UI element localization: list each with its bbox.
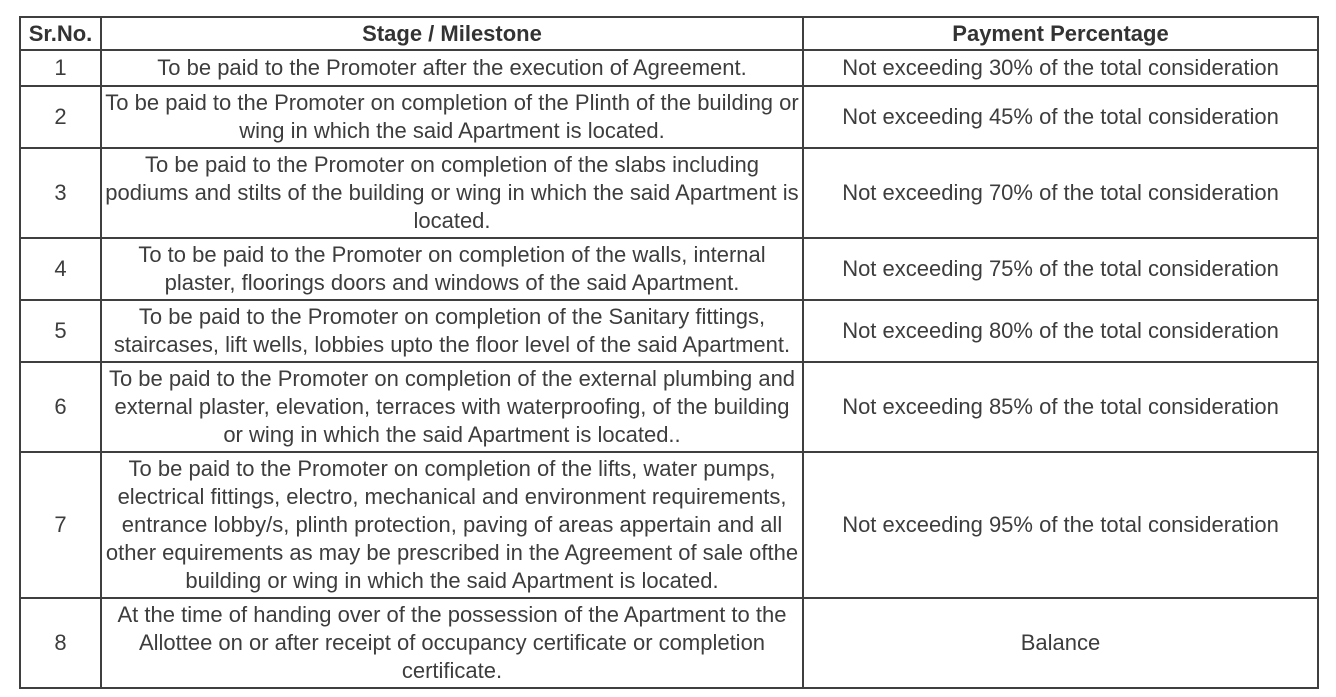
cell-stage-milestone: At the time of handing over of the possession of the Apartment to the Allottee on or after receipt of occupancy certificate or completion certificate. <box>101 598 803 688</box>
cell-payment-percentage: Not exceeding 30% of the total consideration <box>803 50 1318 86</box>
cell-payment-percentage: Not exceeding 75% of the total consideration <box>803 238 1318 300</box>
payment-schedule-table <box>19 16 1319 689</box>
cell-stage-milestone: To be paid to the Promoter on completion of the Plinth of the building or wing in which the said Apartment is located. <box>101 86 803 148</box>
table-row <box>20 86 1318 148</box>
table-row <box>20 362 1318 452</box>
cell-srno: 1 <box>20 50 101 86</box>
cell-srno: 3 <box>20 148 101 238</box>
header-row <box>20 17 1318 50</box>
table-row <box>20 452 1318 598</box>
cell-payment-percentage: Not exceeding 45% of the total consideration <box>803 86 1318 148</box>
cell-srno: 4 <box>20 238 101 300</box>
column-header-stage-milestone: Stage / Milestone <box>101 17 803 50</box>
cell-srno: 5 <box>20 300 101 362</box>
cell-payment-percentage: Not exceeding 70% of the total consideration <box>803 148 1318 238</box>
cell-srno: 6 <box>20 362 101 452</box>
cell-stage-milestone: To be paid to the Promoter on completion of the external plumbing and external plaster, elevation, terraces with waterproofing, of the building or wing in which the said Apartment is located.. <box>101 362 803 452</box>
cell-srno: 2 <box>20 86 101 148</box>
cell-payment-percentage: Not exceeding 85% of the total consideration <box>803 362 1318 452</box>
cell-stage-milestone: To be paid to the Promoter on completion of the slabs including podiums and stilts of the building or wing in which the said Apartment is located. <box>101 148 803 238</box>
table-row <box>20 300 1318 362</box>
column-header-payment-percentage: Payment Percentage <box>803 17 1318 50</box>
cell-payment-percentage: Balance <box>803 598 1318 688</box>
table-row <box>20 50 1318 86</box>
cell-stage-milestone: To to be paid to the Promoter on completion of the walls, internal plaster, floorings doors and windows of the said Apartment. <box>101 238 803 300</box>
column-header-srno: Sr.No. <box>20 17 101 50</box>
cell-stage-milestone: To be paid to the Promoter on completion of the lifts, water pumps, electrical fittings, electro, mechanical and environment requirements, entrance lobby/s, plinth protection, paving of areas appertain and all other equirements as may be prescribed in the Agreement of sale ofthe building or wing in which the said Apartment is located. <box>101 452 803 598</box>
cell-srno: 8 <box>20 598 101 688</box>
table-row <box>20 148 1318 238</box>
cell-payment-percentage: Not exceeding 95% of the total consideration <box>803 452 1318 598</box>
cell-payment-percentage: Not exceeding 80% of the total consideration <box>803 300 1318 362</box>
table-row <box>20 598 1318 688</box>
cell-stage-milestone: To be paid to the Promoter after the execution of Agreement. <box>101 50 803 86</box>
table-row <box>20 238 1318 300</box>
cell-srno: 7 <box>20 452 101 598</box>
cell-stage-milestone: To be paid to the Promoter on completion of the Sanitary fittings, staircases, lift wells, lobbies upto the floor level of the said Apartment. <box>101 300 803 362</box>
